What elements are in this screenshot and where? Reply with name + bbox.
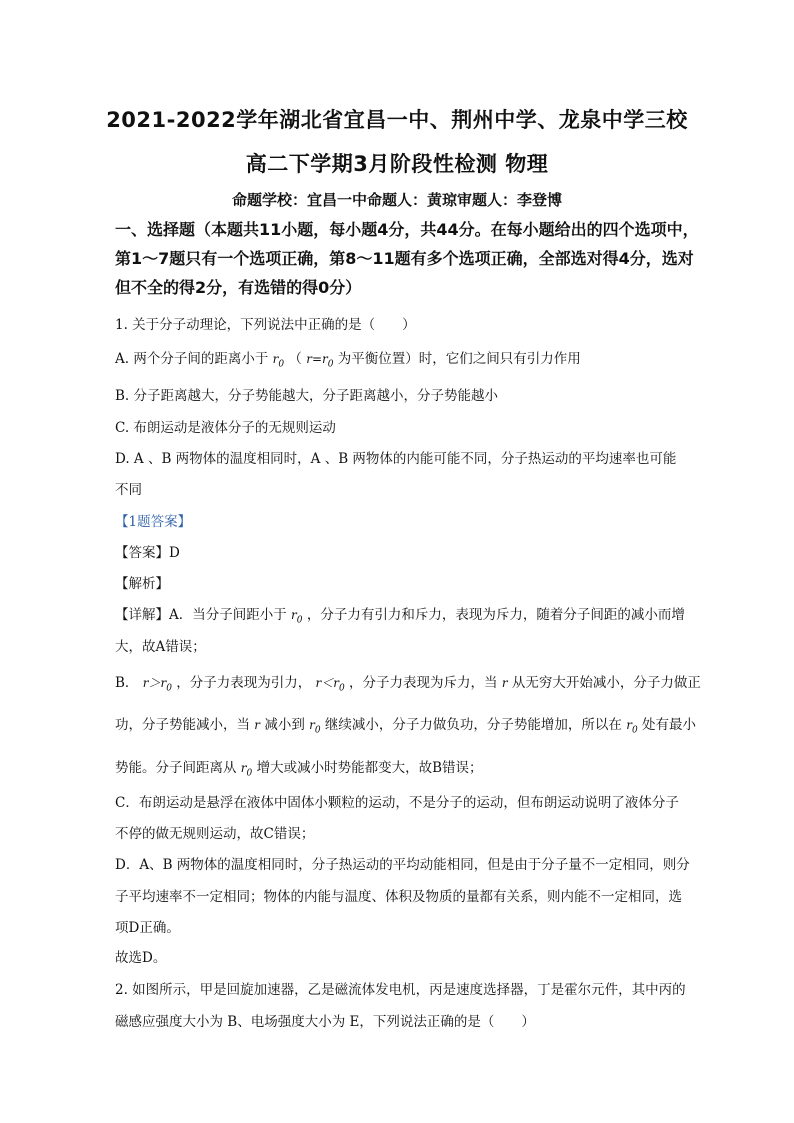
- q1-explanation-b-cont2: 势能。分子间距离从 $r_0$ 增大或减小时势能都变大，故B错误；: [115, 760, 483, 779]
- q1-analysis-label: 【解析】: [115, 576, 169, 592]
- q2-stem: 2. 如图所示，甲是回旋加速器，乙是磁流体发电机，丙是速度选择器，丁是霍尔元件，其中丙的: [115, 982, 686, 998]
- q1-conclusion: 故选D。: [115, 950, 167, 966]
- q1-explanation-b: B． $r>r_0$ ，分子力表现为引力， $r<r_0$ ，分子力表现为斥力，当 r 从无穷大开始减小，分子力做正: [115, 675, 701, 694]
- q1-option-b: B. 分子距离越大，分子势能越大，分子距离越小，分子势能越小: [115, 388, 499, 404]
- q1-explanation-d-cont1: 子平均速率不一定相同；物体的内能与温度、体积及物质的量都有关系，则内能不一定相同，选: [115, 889, 682, 905]
- exam-title-line2: 高二下学期3月阶段性检测 物理: [245, 152, 549, 176]
- exam-title-line1: 2021-2022学年湖北省宜昌一中、荆州中学、龙泉中学三校: [106, 108, 688, 132]
- q1-explanation-d-cont2: 项D正确。: [115, 920, 180, 936]
- q1-option-c: C. 布朗运动是液体分子的无规则运动: [115, 420, 336, 436]
- q1-explanation-b-cont1: 功，分子势能减小，当 r 减小到 $r_0$ 继续减小，分子力做负功，分子势能增加，所以在 $r_0$ 处有最小: [115, 717, 696, 736]
- q1-explanation-a-cont: 大，故A错误；: [115, 639, 206, 655]
- section-heading: 一、选择题（本题共11小题，每小题4分，共44分。在每小题给出的四个选项中， 第1～7题只有一个选项正确，第8～11题有多个选项正确，全部选对得4分，选对 但不全的得2分，有选错的得0分）: [115, 220, 699, 297]
- q2-stem-cont: 磁感应强度大小为 B、电场强度大小为 E，下列说法正确的是（ ）: [115, 1014, 535, 1030]
- q1-explanation-d: D．A、B 两物体的温度相同时，分子热运动的平均动能相同，但是由于分子量不一定相同，则分: [115, 857, 690, 873]
- math-r-eq: $r=r_0$: [306, 352, 334, 370]
- q1-answer: 【答案】D: [115, 545, 180, 561]
- math-r0: $r_0$: [272, 352, 285, 370]
- q1-explanation-a: 【详解】A．当分子间距小于 $r_0$ ，分子力有引力和斥力，表现为斥力，随着分子间距的减小而增: [115, 607, 685, 626]
- q1-option-a: A. 两个分子间的距离小于 $r_0$ （ $r=r_0$ 为平衡位置）时，它们之间只有引力作用: [115, 351, 581, 370]
- q1-option-d-cont: 不同: [115, 482, 142, 498]
- q1-stem: 1. 关于分子动理论，下列说法中正确的是（ ）: [115, 317, 416, 333]
- q1-option-d: D. A 、B 两物体的温度相同时，A 、B 两物体的内能可能不同，分子热运动的平均速率也可能: [115, 451, 677, 467]
- q1-explanation-c: C．布朗运动是悬浮在液体中固体小颗粒的运动，不是分子的运动，但布朗运动说明了液体分子: [115, 795, 679, 811]
- q1-answer-tag: 【1题答案】: [115, 514, 192, 530]
- q1-explanation-c-cont: 不停的做无规则运动，故C错误；: [115, 826, 315, 842]
- exam-authors: 命题学校：宜昌一中命题人：黄琼审题人：李登博: [231, 191, 562, 209]
